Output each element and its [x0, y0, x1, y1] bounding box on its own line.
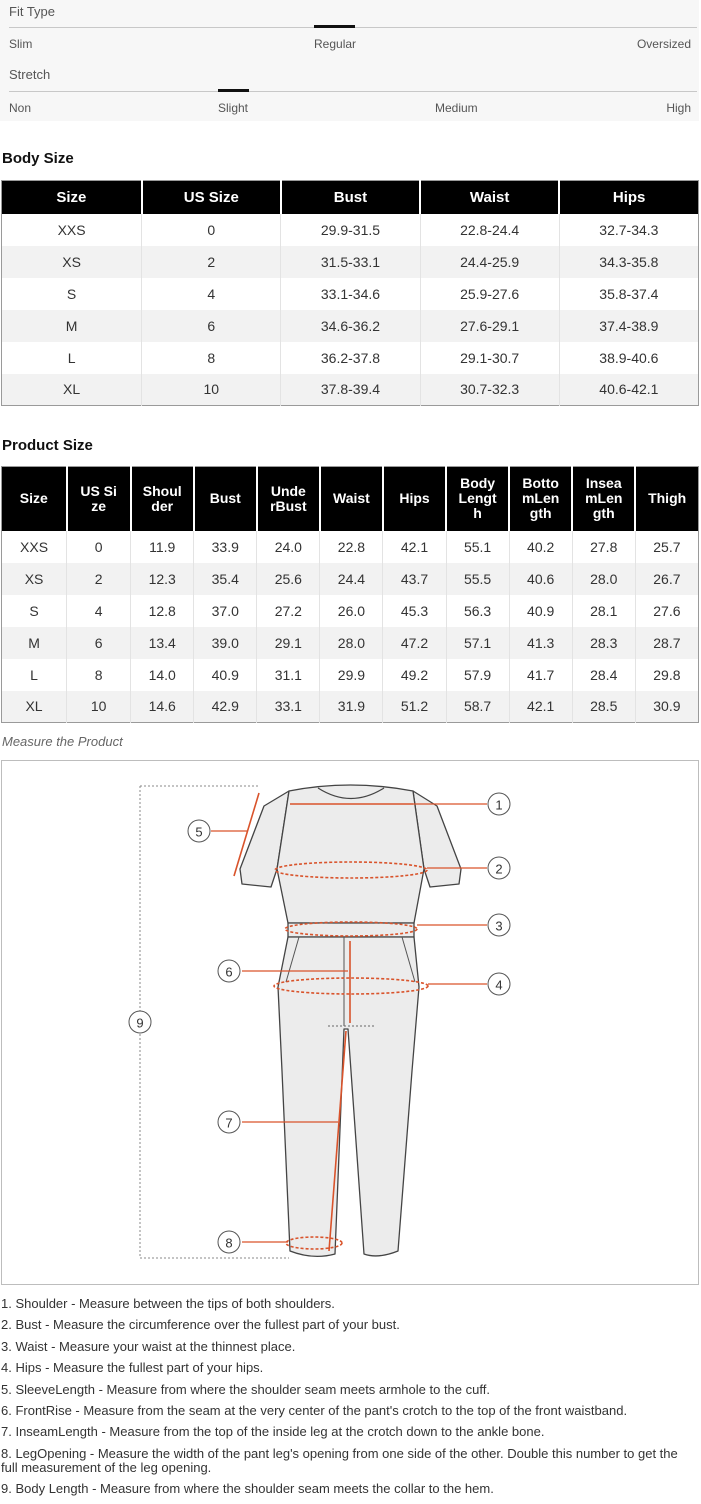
stretch-label-non: Non: [9, 101, 32, 115]
table-cell: 22.8-24.4: [420, 214, 559, 246]
column-header: Hips: [559, 181, 698, 214]
table-cell: 29.1-30.7: [420, 342, 559, 374]
table-cell: 29.8: [653, 666, 681, 683]
column-header: Size: [2, 181, 142, 214]
table-cell: 49.2: [383, 659, 446, 691]
measurement-note: 5. SleeveLength - Measure from where the shoulder seam meets armhole to the cuff.: [1, 1381, 490, 1397]
table-cell: 40.6: [509, 563, 572, 595]
table-cell: 29.9-31.5: [281, 214, 420, 246]
table-cell: 27.2: [257, 595, 320, 627]
table-cell: 31.5-33.1: [281, 246, 420, 278]
measurement-note: 7. InseamLength - Measure from the top of the inside leg at the crotch down to the ankle bone.: [1, 1424, 545, 1440]
stretch-label-high: High: [666, 101, 691, 115]
fit-label-regular: Regular: [314, 37, 357, 51]
table-cell: 10: [142, 374, 281, 406]
callout-8: 8: [225, 1235, 233, 1251]
table-row: [2, 531, 699, 563]
table-cell: L: [2, 659, 67, 691]
table-cell: 4: [142, 278, 281, 310]
table-cell: L: [2, 342, 142, 374]
column-header: US Si ze: [67, 467, 131, 531]
measurement-note: 9. Body Length - Measure from where the shoulder seam meets the collar to the hem.: [1, 1481, 494, 1497]
jumpsuit-illustration: [2, 761, 700, 1286]
table-row: [2, 691, 699, 723]
table-row: [2, 595, 699, 627]
table-cell: 26.7: [635, 563, 698, 595]
fit-type-selected-marker: [314, 25, 355, 28]
table-cell: 27.8: [572, 531, 635, 563]
column-header: Waist: [320, 467, 383, 531]
fit-label-oversized: Oversized: [636, 37, 691, 51]
table-cell: 45.3: [383, 595, 446, 627]
table-cell: 35.8-37.4: [599, 285, 659, 302]
stretch-scale: [9, 91, 697, 92]
table-cell: 24.0: [257, 531, 320, 563]
callout-9: 9: [136, 1015, 144, 1031]
measurement-note: 2. Bust - Measure the circumference over the fullest part of your bust.: [1, 1317, 400, 1333]
table-cell: 28.0: [572, 563, 635, 595]
callout-5: 5: [195, 824, 203, 840]
table-cell: 38.9-40.6: [599, 349, 659, 366]
table-cell: 27.6-29.1: [420, 310, 559, 342]
table-cell: 33.1: [257, 691, 320, 723]
table-cell: 22.8: [320, 531, 383, 563]
table-cell: 58.7: [446, 691, 509, 723]
table-cell: XL: [2, 374, 142, 406]
callout-4: 4: [495, 977, 503, 993]
measure-caption: Measure the Product: [2, 734, 123, 749]
column-header: Bust: [281, 181, 420, 214]
table-cell: 42.1: [509, 691, 572, 723]
table-cell: 0: [142, 214, 281, 246]
table-row: [2, 310, 699, 342]
table-cell: 55.1: [446, 531, 509, 563]
table-cell: 25.9-27.6: [420, 278, 559, 310]
table-cell: 8: [142, 342, 281, 374]
column-header: Bust: [194, 467, 257, 531]
table-cell: 28.5: [572, 691, 635, 723]
column-header: Unde rBust: [257, 467, 320, 531]
table-cell: 28.3: [572, 627, 635, 659]
table-cell: 28.1: [572, 595, 635, 627]
table-cell: 40.9: [194, 659, 257, 691]
measurement-note: 1. Shoulder - Measure between the tips of both shoulders.: [1, 1296, 335, 1311]
table-cell: 37.4-38.9: [559, 310, 698, 342]
table-cell: 0: [67, 531, 131, 563]
bodice: [277, 785, 424, 923]
table-cell: 57.9: [446, 659, 509, 691]
stretch-label-medium: Medium: [435, 101, 478, 115]
pants: [278, 937, 419, 1256]
table-cell: 14.0: [131, 659, 194, 691]
table-cell: 31.1: [257, 659, 320, 691]
column-header: Waist: [420, 181, 559, 214]
table-cell: 26.0: [320, 595, 383, 627]
table-cell: 24.4-25.9: [420, 246, 559, 278]
table-row: [2, 342, 699, 374]
table-cell: 40.6-42.1: [559, 374, 698, 406]
table-cell: 2: [67, 563, 131, 595]
measurement-notes: [1, 1297, 696, 1504]
table-cell: S: [2, 278, 142, 310]
table-cell: 33.1-34.6: [281, 278, 420, 310]
table-cell: 43.7: [383, 563, 446, 595]
table-cell: 25.7: [653, 538, 681, 555]
table-cell: 8: [67, 659, 131, 691]
table-row: [2, 563, 699, 595]
callout-1: 1: [495, 797, 503, 813]
table-cell: 13.4: [131, 627, 194, 659]
table-cell: 6: [142, 310, 281, 342]
table-cell: 11.9: [131, 531, 194, 563]
table-cell: 10: [67, 691, 131, 723]
table-cell: 56.3: [446, 595, 509, 627]
table-cell: 39.0: [194, 627, 257, 659]
stretch-selected-marker: [218, 89, 249, 92]
table-cell: 30.9: [635, 691, 698, 723]
measurement-note: 4. Hips - Measure the fullest part of your hips.: [1, 1360, 264, 1376]
body-size-table: [1, 180, 699, 406]
table-cell: 41.3: [509, 627, 572, 659]
table-cell: 29.9: [320, 659, 383, 691]
table-cell: 24.4: [320, 563, 383, 595]
table-cell: M: [2, 627, 67, 659]
fit-type-title: Fit Type: [9, 4, 56, 19]
table-cell: 4: [67, 595, 131, 627]
column-header: Botto mLen gth: [509, 467, 572, 531]
table-cell: 25.6: [257, 563, 320, 595]
fit-stretch-panel: [0, 0, 699, 121]
table-cell: 37.8-39.4: [281, 374, 420, 406]
callout-2: 2: [495, 861, 503, 877]
table-cell: 31.9: [320, 691, 383, 723]
table-cell: 36.2-37.8: [281, 342, 420, 374]
table-row: [2, 214, 699, 246]
table-cell: 37.0: [194, 595, 257, 627]
table-cell: 35.4: [194, 563, 257, 595]
table-cell: 34.3-35.8: [559, 246, 698, 278]
table-cell: 42.1: [383, 531, 446, 563]
callout-6: 6: [225, 964, 233, 980]
table-row: [2, 627, 699, 659]
table-cell: 29.1: [257, 627, 320, 659]
measurement-diagram: [1, 760, 699, 1285]
table-cell: 40.9: [509, 595, 572, 627]
callout-7: 7: [225, 1115, 233, 1131]
table-cell: XL: [2, 691, 67, 723]
fit-label-slim: Slim: [9, 37, 33, 51]
table-cell: XS: [2, 563, 67, 595]
table-row: [2, 246, 699, 278]
table-cell: 2: [142, 246, 281, 278]
product-size-title: Product Size: [2, 437, 93, 454]
product-size-table: [1, 466, 699, 723]
table-row: [2, 659, 699, 691]
table-cell: 42.9: [194, 691, 257, 723]
table-row: [2, 278, 699, 310]
table-cell: 32.7-34.3: [599, 221, 659, 238]
table-cell: 28.0: [320, 627, 383, 659]
table-cell: 57.1: [446, 627, 509, 659]
column-header: Size: [2, 467, 67, 531]
table-cell: 6: [67, 627, 131, 659]
table-cell: 27.6: [653, 602, 681, 619]
column-header: Shoul der: [131, 467, 194, 531]
table-cell: 33.9: [194, 531, 257, 563]
body-size-title: Body Size: [2, 150, 74, 167]
measurement-note: 3. Waist - Measure your waist at the thinnest place.: [1, 1338, 296, 1354]
table-cell: M: [2, 310, 142, 342]
table-cell: S: [2, 595, 67, 627]
table-cell: 47.2: [383, 627, 446, 659]
table-cell: 28.7: [635, 627, 698, 659]
measurement-note: 8. LegOpening - Measure the width of the pant leg's opening from one side of the other. Double this number to get the full measurement of the leg opening.: [1, 1445, 678, 1475]
column-header: Body Lengt h: [446, 467, 509, 531]
table-cell: XXS: [2, 214, 142, 246]
stretch-label-slight: Slight: [218, 101, 249, 115]
table-cell: 51.2: [383, 691, 446, 723]
table-cell: 34.6-36.2: [281, 310, 420, 342]
measurement-note: 6. FrontRise - Measure from the seam at the very center of the pant's crotch to the top of the front waistband.: [1, 1402, 628, 1418]
table-cell: XXS: [2, 531, 67, 563]
callout-3: 3: [495, 918, 503, 934]
column-header: Insea mLen gth: [572, 467, 635, 531]
table-cell: 41.7: [509, 659, 572, 691]
table-cell: XS: [2, 246, 142, 278]
stretch-title: Stretch: [9, 67, 51, 82]
column-header: Thigh: [635, 467, 698, 531]
table-row: [2, 374, 699, 406]
table-cell: 12.8: [131, 595, 194, 627]
column-header: Hips: [383, 467, 446, 531]
table-cell: 28.4: [572, 659, 635, 691]
column-header: US Size: [142, 181, 281, 214]
table-cell: 12.3: [131, 563, 194, 595]
table-cell: 14.6: [131, 691, 194, 723]
table-cell: 40.2: [509, 531, 572, 563]
table-cell: 55.5: [446, 563, 509, 595]
table-cell: 30.7-32.3: [420, 374, 559, 406]
